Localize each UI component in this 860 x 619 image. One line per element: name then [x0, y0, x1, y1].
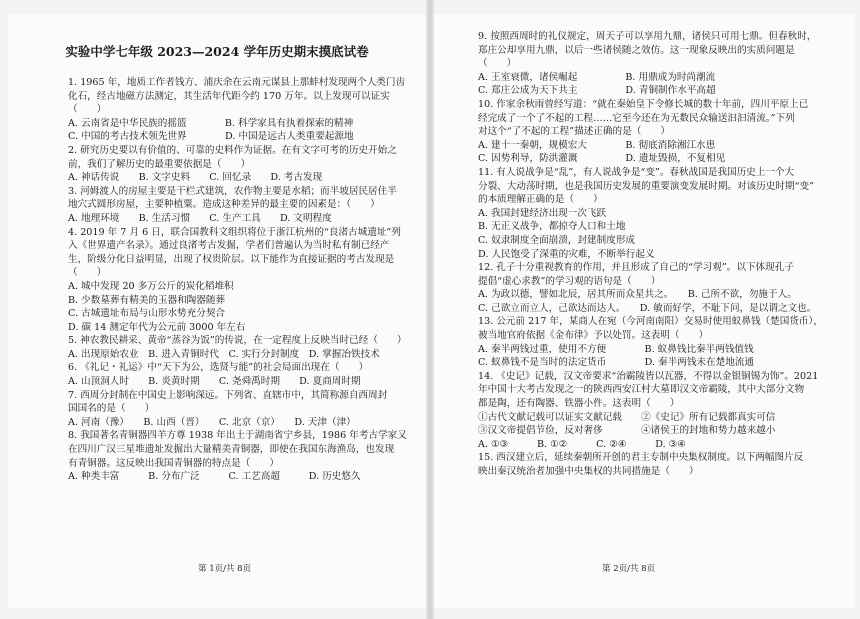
text-line: A. 神话传说 B. 文字史料 C. 回忆录 D. 考古发现: [68, 172, 323, 184]
text-line: （ ）: [68, 267, 107, 279]
text-line: A. 我国封建经济出现一次飞跃: [478, 207, 607, 219]
text-line: 经完成了一个了不起的工程……它至今还在为无数民众输送汩汩清流。”下列: [478, 112, 795, 124]
text-line: A. 山顶洞人时 B. 炎黄时期 C. 尧舜禹时期 D. 夏商周时期: [68, 376, 361, 388]
text-line: 13. 公元前 217 年，某商人在宛（今河南南阳）交易时使用蚁鼻钱（楚国货币），: [478, 316, 823, 328]
page-number-left: 第 1页/共 8页: [198, 564, 252, 574]
text-line: A. 河南（豫） B. 山西（晋） C. 北京（京） D. 天津（津）: [68, 416, 356, 428]
text-line: A. 云南省是中华民族的摇篮 B. 科学家具有执着探索的精神: [68, 117, 354, 129]
text-line: A. 地理环境 B. 生活习惯 C. 生产工具 D. 文明程度: [68, 212, 332, 224]
text-line: 地穴式圆形房屋，主要种植粟。造成这种差异的最主要的因素是：（ ）: [68, 199, 380, 211]
text-line: 映出秦汉统治者加强中央集权的共同措施是（ ）: [478, 466, 699, 477]
text-line: C. 蚁鼻钱不是当时的法定货币 D. 秦半两钱未在楚地流通: [478, 357, 754, 369]
text-line: 4. 2019 年 7 月 6 日，联合国教科文组织将位于浙江杭州的“良渚古城遗址”列: [68, 226, 401, 238]
text-line: 都是陶，还有陶器、铁器小件。这表明（ ）: [478, 398, 680, 410]
text-line: 分裂、大动荡时期，也是我国历史发展的重要演变发展时期。对该历史时期“变”: [478, 180, 814, 192]
text-line: C. 中国的考古技术领先世界 D. 中国是远古人类重要起源地: [68, 131, 354, 143]
text-line: A. 王室衰微，诸侯崛起 B. 用鼎成为时尚潮流: [478, 71, 716, 83]
text-line: 15. 西汉建立后，延续秦朝所开创的君主专制中央集权制度。以下两幅图片反: [478, 452, 804, 464]
text-line: A. 出现原始农业 B. 进入青铜时代 C. 实行分封制度 D. 掌握冶铁技术: [68, 348, 380, 360]
text-line: （ ）: [68, 104, 107, 116]
text-line: D. 碳 14 测定年代为公元前 3000 年左右: [68, 321, 246, 333]
text-line: 在四川广汉三星堆遗址发掘出大量精美青铜器，即使在我国东海渔岛，也发现: [68, 444, 395, 456]
text-line: 10. 作家余秋雨曾经写道：“就在秦始皇下令修长城的数十年前，四川平原上已: [478, 98, 809, 110]
text-line: 的本质理解正确的是（ ）: [478, 194, 603, 206]
text-line: 1. 1965 年，地质工作者钱方、浦庆余在云南元谋县上那蚌村发现两个人类门齿: [68, 77, 406, 88]
text-line: A. 建十一秦朝，规模宏大 B. 彻底消除湘江水患: [478, 139, 716, 151]
text-line: C. 郑庄公成为天下共主 D. 青铜制作水平高超: [478, 85, 716, 97]
text-line: A. 为政以德，譬如北辰，居其所而众星共之。 B. 己所不欲，勿施于人。: [478, 289, 797, 301]
text-line: 9. 按照西周时的礼仪规定，周天子可以享用九鼎，诸侯只可用七鼎。但春秋时，: [478, 31, 817, 42]
text-line: ①古代文献记载可以证实文献记载 ②《史记》所有记载都真实可信: [478, 411, 776, 423]
left-column: [68, 76, 418, 484]
text-line: 生，阶级分化日益明显，出现了权贵阶层。以下能作为直接证据的考古发现是: [68, 253, 395, 265]
text-line: 2. 研究历史要以有价值的、可靠的史料作为证据。在有文字可考的历史开始之: [68, 144, 397, 156]
text-line: C. 因势利导，防洪灌溉 D. 遗址毁损，不复相见: [478, 153, 726, 165]
text-line: 3. 河姆渡人的房屋主要是干栏式建筑，农作物主要是水稻；而半坡居民居住半: [68, 185, 397, 197]
text-line: 14. 《史记》记载，汉文帝要求“治霸陵皆以瓦器，不得以金银铜锡为饰”。2021: [478, 370, 819, 382]
text-line: 7. 西周分封制在中国史上影响深远。下列省、直辖市中，其简称源自西周封: [68, 389, 388, 401]
text-line: A. 种类丰富 B. 分布广泛 C. 工艺高超 D. 历史悠久: [68, 471, 361, 483]
text-line: 对这个“了不起的工程”描述正确的是（ ）: [478, 126, 671, 138]
text-line: B. 少数墓葬有精美的玉器和陶器随葬: [68, 294, 226, 306]
text-line: A. 城中发现 20 多万公斤的炭化稻堆积: [68, 280, 234, 292]
text-line: ③汉文帝提倡节俭，反对奢侈 ④诸侯王的封地和势力越来越小: [478, 425, 776, 437]
text-line: 11. 有人说战争是“乱”，有人说战争是“变”。春秋战国是我国历史上一个大: [478, 166, 795, 178]
text-line: D. 人民饱受了深重的灾难，不断举行起义: [478, 248, 655, 260]
center-fold: [426, 0, 434, 619]
text-line: 提倡“虚心求教”的学习观的语句是（ ）: [478, 275, 661, 287]
text-line: 5. 神农教民耕采、黄帝“蒸谷为饭”的传说，在一定程度上反映当时已经（ ）: [68, 335, 407, 347]
text-line: 6. 《礼记・礼运》中“天下为公，选贤与能”的社会局面出现在（ ）: [68, 362, 369, 374]
text-line: 年中国十大考古发现之一的陕西西安江村大墓即汉文帝霸陵，其中大部分文物: [478, 384, 805, 396]
text-line: 前，我们了解历史的最重要依据是（ ）: [68, 158, 251, 170]
exam-title: 实验中学七年级 2023—2024 学年历史期末摸底试卷: [65, 44, 369, 59]
text-line: 入《世界遗产名录》。通过良渚考古发掘，学者们普遍认为当时私有制已经产: [68, 240, 390, 252]
text-line: 有青铜器。这反映出我国青铜器的特点是（ ）: [68, 457, 280, 469]
text-line: B. 无正义战争，都掠夺人口和土地: [478, 221, 626, 233]
text-line: 国国名的是（ ）: [68, 403, 155, 415]
text-line: 8. 我国著名青铜器四羊方尊 1938 年出土于湖南省宁乡县，1986 年考古学家又: [68, 430, 407, 442]
text-line: 12. 孔子十分重视教育的作用，并且形成了自己的“学习观”。以下体现孔子: [478, 262, 794, 274]
text-line: 郑庄公却享用九鼎，以后一些诸侯随之效仿。这一现象反映出的实质问题是: [478, 44, 795, 56]
text-line: C. 己欲立而立人，己欲达而达人。 D. 敏而好学，不耻下问，是以谓之文也。: [478, 302, 817, 314]
right-column: [478, 30, 830, 479]
text-line: C. 古城遗址布局与山形水势充分契合: [68, 308, 226, 320]
text-line: 化石，经古地磁方法测定，其生活年代距今约 170 万年。以上发现可以证实: [68, 90, 390, 102]
text-line: A. ①③ B. ①② C. ②④ D. ③④: [478, 438, 686, 450]
text-line: C. 奴隶制度全面崩溃，封建制度形成: [478, 234, 636, 246]
text-line: A. 秦半两钱过重，使用不方便 B. 蚁鼻钱比秦半两钱值钱: [478, 343, 754, 355]
text-line: 被当地官府依据《金布律》予以处罚。这表明（ ）: [478, 330, 709, 342]
text-line: （ ）: [478, 58, 517, 70]
page-number-right: 第 2页/共 8页: [602, 564, 656, 574]
